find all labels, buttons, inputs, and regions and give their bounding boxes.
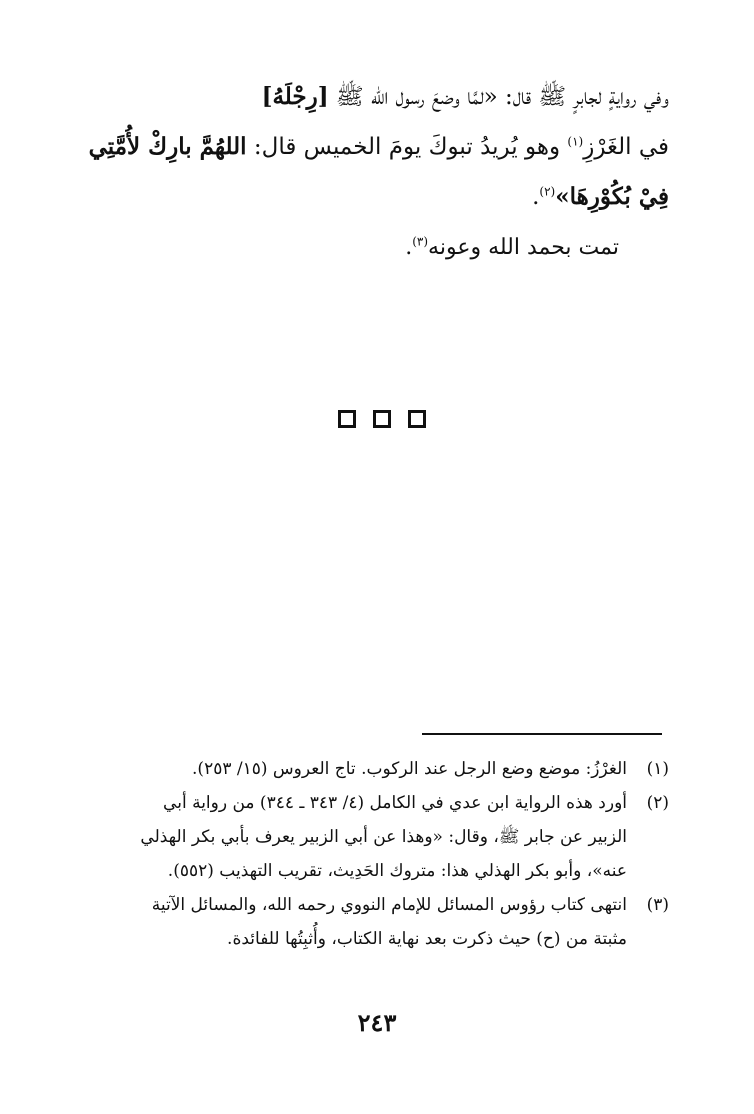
main-text (79, 72, 669, 222)
footnote-line: الغرْزُ: موضع وضع الرجل عند الركوب. تاج العروس (١٥/ ٢٥٣). (192, 759, 627, 779)
closing-text: تمت بحمد الله وعونه (428, 235, 619, 260)
square-icon (338, 410, 356, 428)
main-line-2 (79, 122, 669, 172)
hadith-text: فِيْ بُكُوْرِهَا» (555, 183, 669, 210)
footnote-3 (79, 888, 669, 956)
footnote-2 (79, 786, 669, 888)
page-number: ٢٤٣ (357, 1008, 397, 1037)
footnote-text (79, 786, 627, 888)
footnotes (79, 752, 669, 956)
period: . (405, 235, 413, 260)
footnote-ref-3: (٣) (412, 234, 429, 249)
footnote-number: (١) (646, 759, 669, 779)
bracketed-word: [رِجْلَهُ] (261, 83, 329, 110)
main-line-3 (79, 172, 669, 222)
footnote-line: عنه»، وأبو بكر الهذلي هذا: متروك الحَدِيث، تقريب التهذيب (٥٥٢). (167, 861, 627, 881)
main-line-1 (79, 72, 669, 122)
section-divider-ornament (338, 410, 426, 434)
footnote-line: الزبير عن جابر ﷺ، وقال: «وهذا عن أبي الزبير يعرف بأبي بكر الهذلي (140, 827, 627, 847)
footnote-text (79, 752, 627, 786)
footnote-ref-2: (٢) (539, 184, 556, 199)
footnote-line: مثبتة من (ح) حيث ذكرت بعد نهاية الكتاب، وأُثبِتُها للفائدة. (227, 929, 627, 949)
footnote-ref-1: (١) (567, 134, 584, 149)
footnote-line: أورد هذه الرواية ابن عدي في الكامل (٤/ ٣٤٣ ـ ٣٤٤) من رواية أبي (163, 793, 627, 813)
period: . (532, 184, 540, 210)
closing-line (405, 228, 619, 268)
footnote-number: (٣) (646, 895, 669, 915)
narration-text: وفي روايةٍ لجابرٍ ﷺ قال: «لمَّا وضعَ رسول الله ﷺ (335, 84, 669, 110)
square-icon (408, 410, 426, 428)
narration-text: وهو يُريدُ تبوكَ يومَ الخميس قال: (253, 134, 561, 160)
footnote-separator (422, 733, 662, 735)
narration-text: في الغَرْزِ (583, 134, 669, 160)
square-icon (373, 410, 391, 428)
footnote-text (79, 888, 627, 956)
hadith-text: اللهُمَّ بارِكْ لأُمَّتِي (88, 133, 247, 160)
footnote-number: (٢) (646, 793, 669, 813)
footnote-line: انتهى كتاب رؤوس المسائل للإمام النووي رحمه الله، والمسائل الآتية (151, 895, 627, 915)
footnote-1 (79, 752, 669, 786)
